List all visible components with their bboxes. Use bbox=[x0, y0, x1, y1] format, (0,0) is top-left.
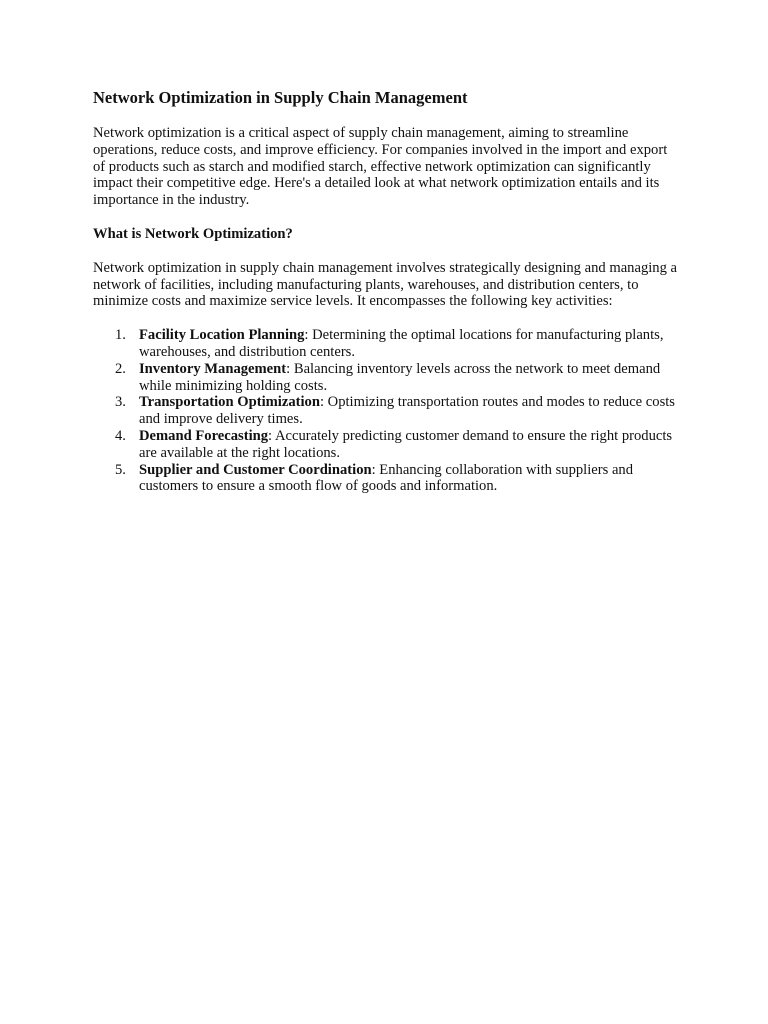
document-page bbox=[93, 88, 681, 495]
list-item-term: Supplier and Customer Coordination bbox=[139, 461, 372, 478]
list-item-number: 4. bbox=[115, 427, 126, 444]
list-item bbox=[93, 361, 681, 395]
list-item-term: Facility Location Planning bbox=[139, 327, 305, 344]
activities-list bbox=[93, 327, 681, 495]
intro-paragraph: Network optimization is a critical aspect of supply chain management, aiming to streamline operations, reduce costs, and improve efficiency. For companies involved in the import and export of products such as starch and modified starch, effective network optimization can significantly impact their competitive edge. Here's a detailed look at what network optimization entails and its importance in the industry. bbox=[93, 125, 668, 209]
list-item-number: 1. bbox=[115, 327, 126, 344]
list-item-description: : Balancing inventory levels across the network to meet demand while minimizing holding costs. bbox=[139, 360, 661, 394]
list-item-description: : Enhancing collaboration with suppliers and customers to ensure a smooth flow of goods and information. bbox=[139, 461, 634, 495]
document-title: Network Optimization in Supply Chain Management bbox=[93, 88, 468, 107]
list-item-number: 5. bbox=[115, 461, 126, 478]
list-item-number: 2. bbox=[115, 360, 126, 377]
section-heading: What is Network Optimization? bbox=[93, 225, 293, 242]
list-item-description: : Accurately predicting customer demand to ensure the right products are available at the right locations. bbox=[139, 427, 673, 461]
list-item bbox=[93, 428, 681, 462]
list-item bbox=[93, 394, 681, 428]
list-item-description: : Optimizing transportation routes and modes to reduce costs and improve delivery times. bbox=[139, 394, 675, 428]
list-item bbox=[93, 462, 681, 496]
list-item-term: Transportation Optimization bbox=[139, 394, 320, 411]
list-item-description: : Determining the optimal locations for manufacturing plants, warehouses, and distribution centers. bbox=[139, 327, 664, 360]
list-item-term: Demand Forecasting bbox=[139, 427, 269, 444]
section-paragraph: Network optimization in supply chain management involves strategically designing and managing a network of facilities, including manufacturing plants, warehouses, and distribution centers, to minimize costs and maximize service levels. It encompasses the following key activities: bbox=[93, 259, 678, 310]
list-item-term: Inventory Management bbox=[139, 360, 287, 377]
list-item-number: 3. bbox=[115, 394, 126, 411]
list-item bbox=[93, 327, 681, 361]
